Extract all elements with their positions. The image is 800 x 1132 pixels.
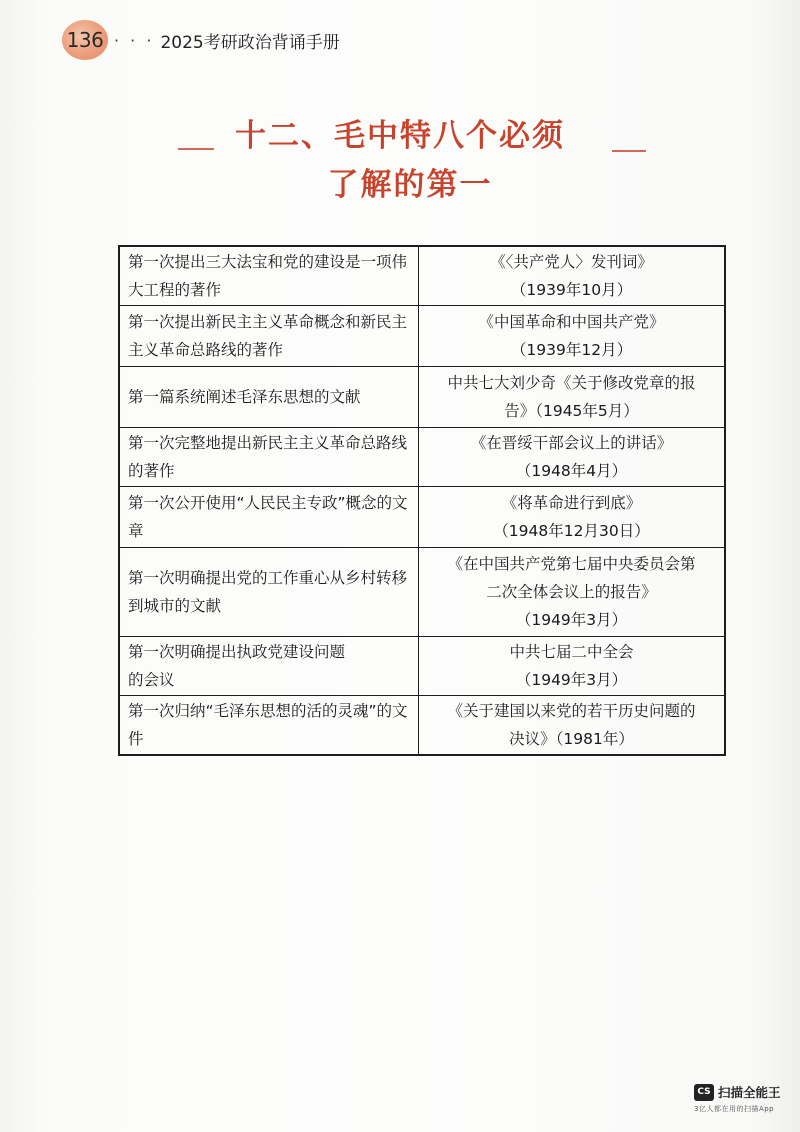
section-title <box>0 110 800 204</box>
source-cell <box>419 428 726 487</box>
source-line: （1939年10月） <box>510 281 633 299</box>
source-line: 中共七大刘少奇《关于修改党章的报 <box>447 374 696 392</box>
source-cell <box>419 306 726 367</box>
page-header <box>62 20 340 60</box>
camscanner-logo-icon <box>694 1084 714 1101</box>
table-row <box>119 637 725 696</box>
item-cell: 第一次提出三大法宝和党的建设是一项伟大工程的著作 <box>119 246 419 306</box>
table-row <box>119 246 725 306</box>
section-title-line1: 十二、毛中特八个必须 <box>235 118 565 154</box>
source-line: 《〈共产党人〉发刊词》 <box>490 253 653 271</box>
item-cell: 第一次公开使用“人民民主专政”概念的文章 <box>119 487 419 548</box>
firsts-table <box>118 245 726 756</box>
page-number: 136 <box>66 28 104 52</box>
table-row <box>119 487 725 548</box>
source-line: （1949年3月） <box>515 671 628 689</box>
table-row <box>119 306 725 367</box>
source-line: （1939年12月） <box>510 341 633 359</box>
book-title: 2025考研政治背诵手册 <box>160 32 340 53</box>
watermark-logo-text: CS <box>697 1087 711 1097</box>
item-cell: 第一篇系统阐述毛泽东思想的文献 <box>119 367 419 428</box>
table-row <box>119 367 725 428</box>
watermark-tagline: 3亿人都在用的扫描App <box>694 1105 775 1113</box>
source-line: 《关于建国以来党的若干历史问题的 <box>447 702 696 720</box>
section-title-line2: 了解的第一 <box>327 167 493 203</box>
source-line: 告》（1945年5月） <box>504 402 639 420</box>
table-row <box>119 548 725 637</box>
source-cell <box>419 246 726 306</box>
item-cell <box>119 637 419 696</box>
item-cell: 第一次归纳“毛泽东思想的活的灵魂”的文件 <box>119 696 419 756</box>
source-line: 二次全体会议上的报告》 <box>486 583 657 601</box>
source-cell <box>419 696 726 756</box>
source-cell <box>419 548 726 637</box>
source-line: 《将革命进行到底》 <box>501 494 642 512</box>
source-line: 《在中国共产党第七届中央委员会第 <box>447 555 696 573</box>
table-row <box>119 696 725 756</box>
item-cell: 第一次提出新民主主义革命概念和新民主主义革命总路线的著作 <box>119 306 419 367</box>
source-cell <box>419 367 726 428</box>
source-line: 《中国革命和中国共产党》 <box>478 313 665 331</box>
source-line: （1949年3月） <box>515 611 628 629</box>
item-cell: 第一次明确提出党的工作重心从乡村转移到城市的文献 <box>119 548 419 637</box>
scanner-watermark <box>694 1083 794 1114</box>
source-line: （1948年4月） <box>515 462 628 480</box>
item-line: 第一次明确提出执政党建设问题 <box>128 643 346 661</box>
source-line: 《在晋绥干部会议上的讲话》 <box>470 434 673 452</box>
source-cell <box>419 637 726 696</box>
table-row <box>119 428 725 487</box>
item-cell: 第一次完整地提出新民主主义革命总路线的著作 <box>119 428 419 487</box>
source-cell <box>419 487 726 548</box>
watermark-name: 扫描全能王 <box>718 1085 781 1100</box>
source-line: 决议》（1981年） <box>509 730 634 748</box>
page-number-badge <box>62 20 108 60</box>
source-line: （1948年12月30日） <box>493 522 650 540</box>
item-line: 的会议 <box>128 671 175 689</box>
source-line: 中共七届二中全会 <box>509 643 634 661</box>
header-dots: · · · <box>114 30 155 50</box>
